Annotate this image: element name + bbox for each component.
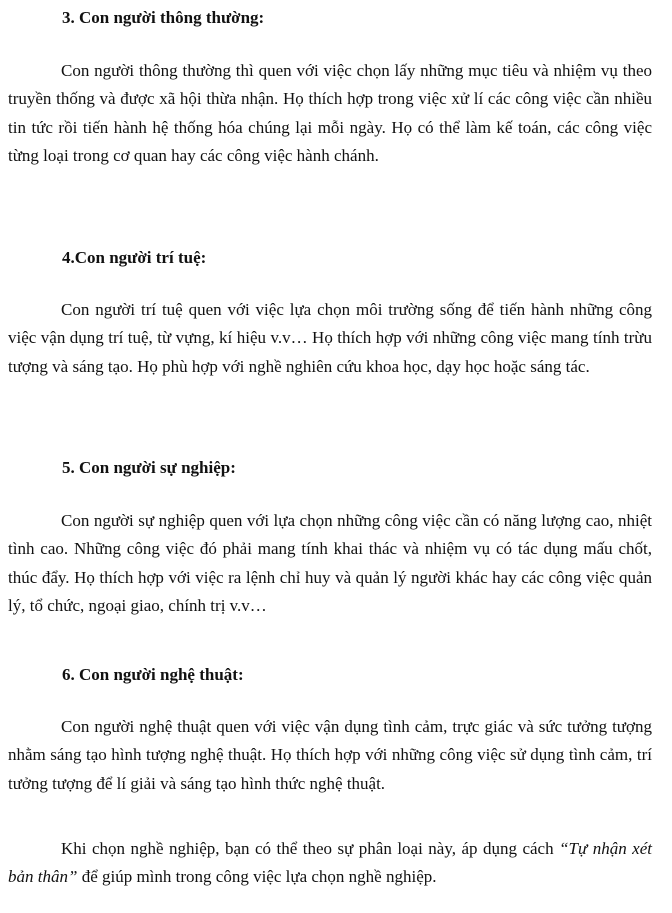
section-heading-3: 3. Con người thông thường:: [62, 8, 265, 27]
section-heading-5: 5. Con người sự nghiệp:: [62, 458, 236, 477]
closing-text-after: để giúp mình trong công việc lựa chọn nghề nghiệp.: [77, 867, 437, 887]
closing-text-before: Khi chọn nghề nghiệp, bạn có thể theo sự phân loại này, áp dụng cách: [61, 839, 560, 858]
section-heading-4: 4.Con người trí tuệ:: [62, 248, 207, 267]
section-body-5: Con người sự nghiệp quen với lựa chọn những công việc cần có năng lượng cao, nhiệt tình cao. Những công việc đó phải mang tính khai thác và nhiệm vụ có tác dụng mấu chốt, thúc đẩy. Họ thích hợp với việc ra lệnh chỉ huy và quản lý người khác hay các công việc quản lý, tổ chức, ngoại giao, chính trị v.v…: [8, 511, 652, 616]
closing-text-italic: “Tự nhận xét bản thân”: [8, 839, 653, 887]
closing-paragraph: [8, 835, 652, 892]
section-heading-6: 6. Con người nghệ thuật:: [62, 665, 244, 684]
section-body-6: Con người nghệ thuật quen với việc vận dụng tình cảm, trực giác và sức tưởng tượng nhằm sáng tạo hình tượng nghệ thuật. Họ thích hợp với những công việc sử dụng tình cảm, trí tưởng tượng để lí giải và sáng tạo hình thức nghệ thuật.: [8, 717, 652, 793]
section-body-4: Con người trí tuệ quen với việc lựa chọn môi trường sống để tiến hành những công việc vận dụng trí tuệ, từ vựng, kí hiệu v.v… Họ thích hợp với những công việc mang tính trừu tượng và sáng tạo. Họ phù hợp với nghề nghiên cứu khoa học, dạy học hoặc sáng tác.: [8, 300, 652, 376]
section-body-3: Con người thông thường thì quen với việc chọn lấy những mục tiêu và nhiệm vụ theo truyền thống và được xã hội thừa nhận. Họ thích hợp trong việc xử lí các công việc cần nhiều tin tức rồi tiến hành hệ thống hóa chúng lại mỗi ngày. Họ có thể làm kế toán, các công việc từng loại trong cơ quan hay các công việc hành chánh.: [8, 61, 652, 166]
